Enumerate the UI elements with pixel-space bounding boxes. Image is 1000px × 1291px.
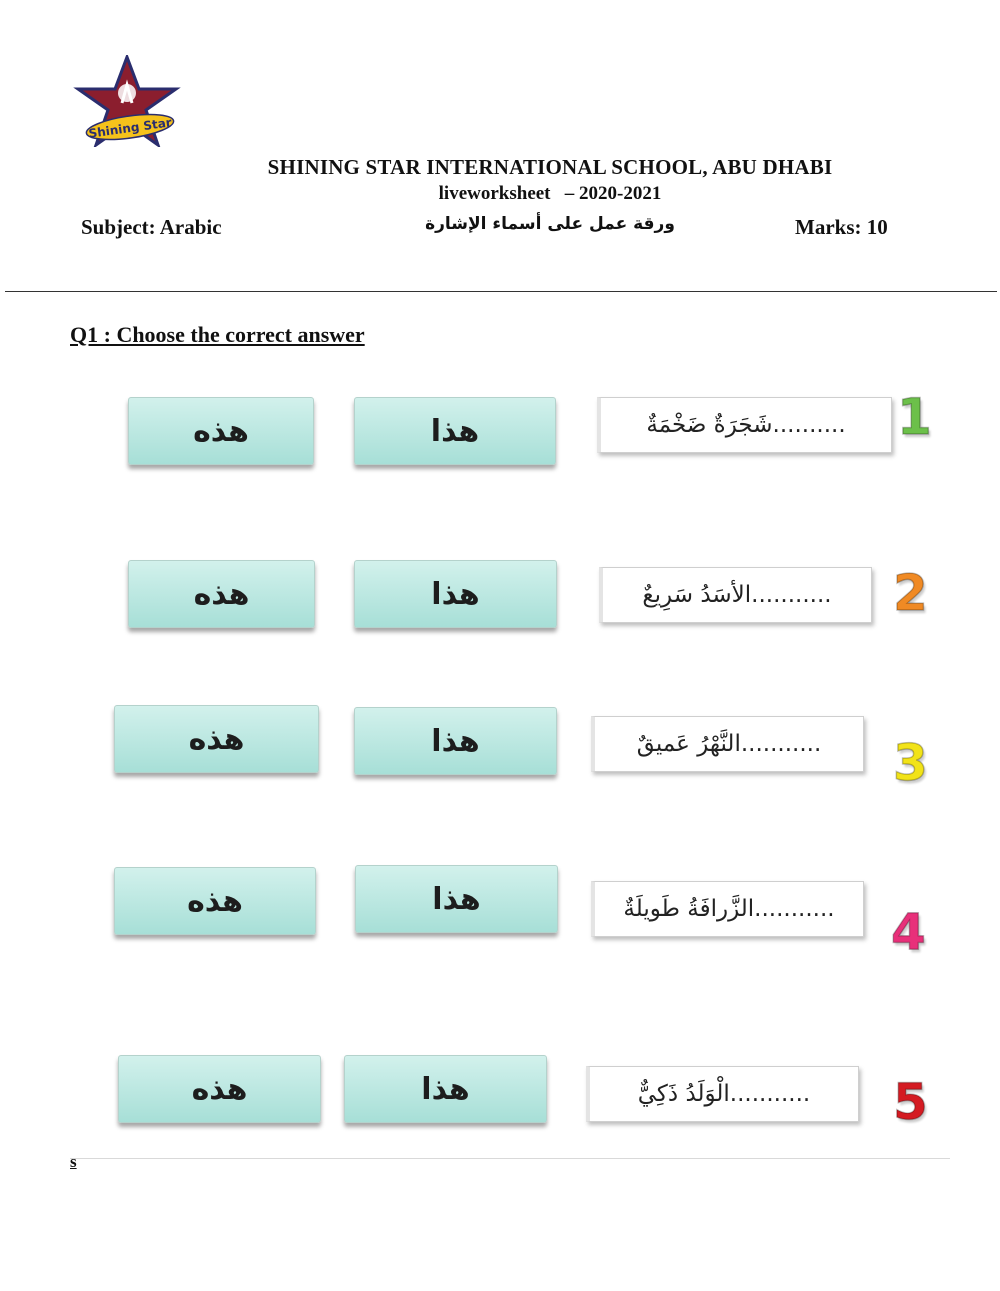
- option-hadhihi-4[interactable]: هذه: [114, 867, 316, 935]
- header-divider: [5, 291, 997, 292]
- option-hadhihi-3[interactable]: هذه: [114, 705, 319, 773]
- option-hadha-5[interactable]: هذا: [344, 1055, 547, 1123]
- marks-label: Marks: 10: [795, 215, 888, 239]
- option-hadhihi-2[interactable]: هذه: [128, 560, 315, 628]
- item-number-4: 4: [891, 903, 926, 961]
- item-number-3: 3: [893, 734, 928, 792]
- footer-mark: s: [70, 1152, 77, 1171]
- sentence-box-5: ...........الْوَلَدُ ذَكِيٌّ: [586, 1066, 859, 1122]
- school-logo: [72, 55, 182, 147]
- worksheet-title-arabic: ورقة عمل على أسماء الإشارة: [425, 214, 675, 234]
- sentence-box-1: ..........شَجَرَةٌ ضَخْمَةٌ: [597, 397, 892, 453]
- school-name: SHINING STAR INTERNATIONAL SCHOOL, ABU DHABI: [267, 155, 833, 179]
- logo-text: Shining Star: [87, 115, 173, 141]
- year-line: liveworksheet – 2020-2021: [438, 183, 662, 204]
- subject-label: Subject: Arabic: [81, 215, 222, 239]
- option-hadha-3[interactable]: هذا: [354, 707, 557, 775]
- sentence-box-3: ...........النَّهْرُ عَميقٌ: [591, 716, 864, 772]
- footer-divider: [70, 1158, 950, 1159]
- item-number-1: 1: [897, 388, 932, 446]
- option-hadha-2[interactable]: هذا: [354, 560, 557, 628]
- sentence-box-2: ...........الأسَدُ سَرِيعٌ: [599, 567, 872, 623]
- question-title: Q1 : Choose the correct answer: [70, 322, 365, 347]
- item-number-5: 5: [893, 1073, 928, 1131]
- option-hadhihi-5[interactable]: هذه: [118, 1055, 321, 1123]
- option-hadha-4[interactable]: هذا: [355, 865, 558, 933]
- sentence-box-4: ...........الزَّرافَةُ طَويلَةٌ: [591, 881, 864, 937]
- item-number-2: 2: [893, 564, 928, 622]
- option-hadhihi-1[interactable]: هذه: [128, 397, 314, 465]
- option-hadha-1[interactable]: هذا: [354, 397, 556, 465]
